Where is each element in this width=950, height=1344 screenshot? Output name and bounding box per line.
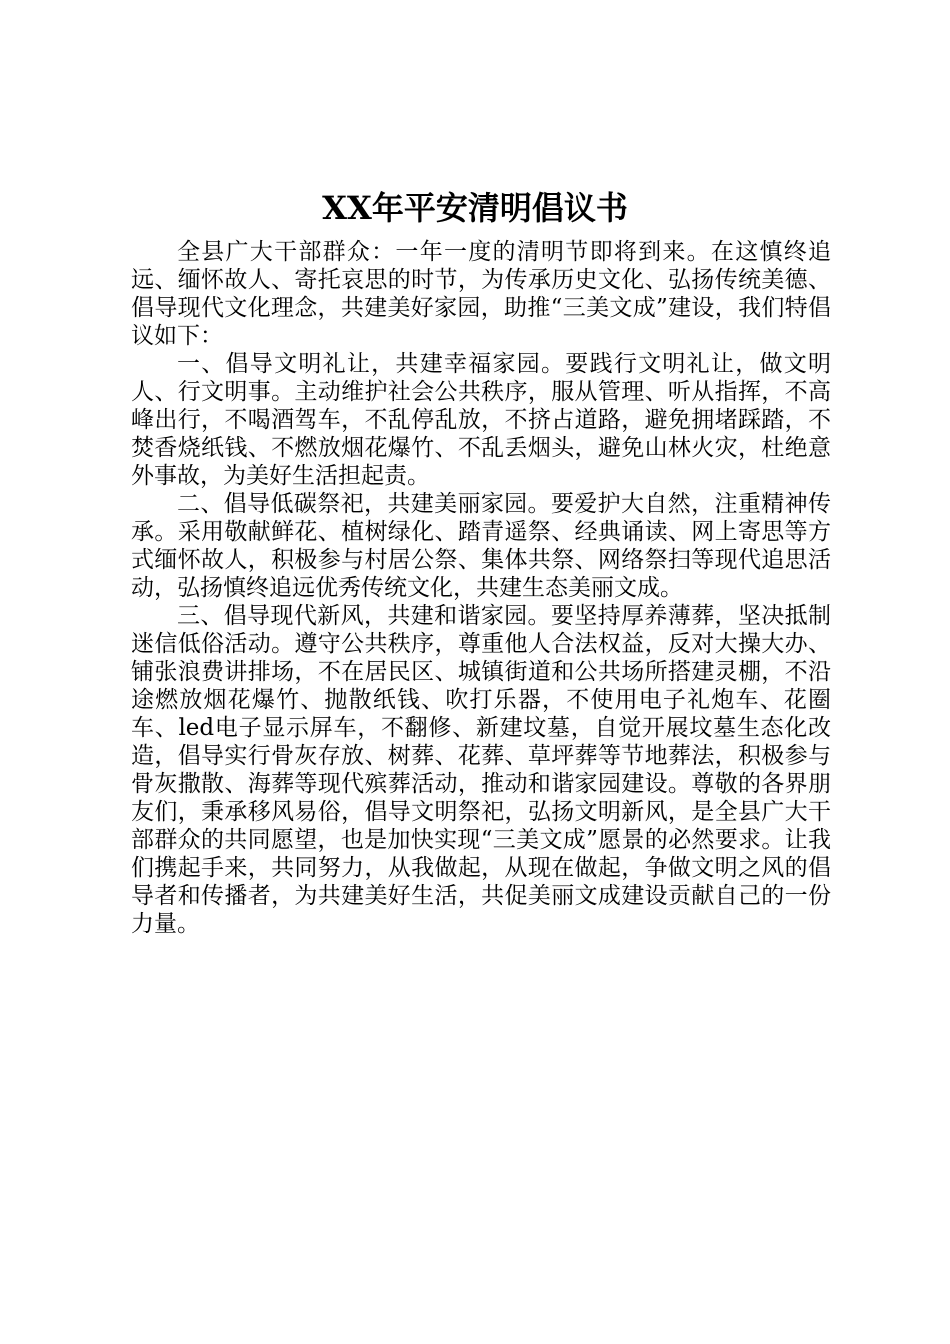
paragraph-one: 一、倡导文明礼让，共建幸福家园。要践行文明礼让，做文明人、行文明事。主动维护社会公共秩序，服从管理、听从指挥，不高峰出行，不喝酒驾车，不乱停乱放，不挤占道路，避免拥堵踩踏，不焚香烧纸钱、不燃放烟花爆竹、不乱丢烟头，避免山林火灾，杜绝意外事故，为美好生活担起责。 — [131, 351, 831, 489]
document-body — [131, 238, 831, 938]
document-title: XX年平安清明倡议书 — [322, 189, 628, 227]
paragraph-greeting: 全县广大干部群众：一年一度的清明节即将到来。在这慎终追远、缅怀故人、寄托哀思的时节，为传承历史文化、弘扬传统美德、倡导现代文化理念，共建美好家园，助推“三美文成”建设，我们特倡议如下： — [131, 239, 831, 349]
paragraph-three: 三、倡导现代新风，共建和谐家园。要坚持厚养薄葬，坚决抵制迷信低俗活动。遵守公共秩序，尊重他人合法权益，反对大操大办、铺张浪费讲排场，不在居民区、城镇街道和公共场所搭建灵棚，不沿途燃放烟花爆竹、抛散纸钱、吹打乐器，不使用电子礼炮车、花圈车、led电子显示屏车，不翻修、新建坟墓，自觉开展坟墓生态化改造，倡导实行骨灰存放、树葬、花葬、草坪葬等节地葬法，积极参与骨灰撒散、海葬等现代殡葬活动，推动和谐家园建设。尊敬的各界朋友们，秉承移风易俗，倡导文明祭祀，弘扬文明新风，是全县广大干部群众的共同愿望，也是加快实现“三美文成”愿景的必然要求。让我们携起手来，共同努力，从我做起，从现在做起，争做文明之风的倡导者和传播者，为共建美好生活，共促美丽文成建设贡献自己的一份力量。 — [131, 603, 831, 937]
paragraph-two: 二、倡导低碳祭祀，共建美丽家园。要爱护大自然，注重精神传承。采用敬献鲜花、植树绿化、踏青遥祭、经典诵读、网上寄思等方式缅怀故人，积极参与村居公祭、集体共祭、网络祭扫等现代追思活动，弘扬慎终追远优秀传统文化，共建生态美丽文成。 — [131, 491, 831, 601]
